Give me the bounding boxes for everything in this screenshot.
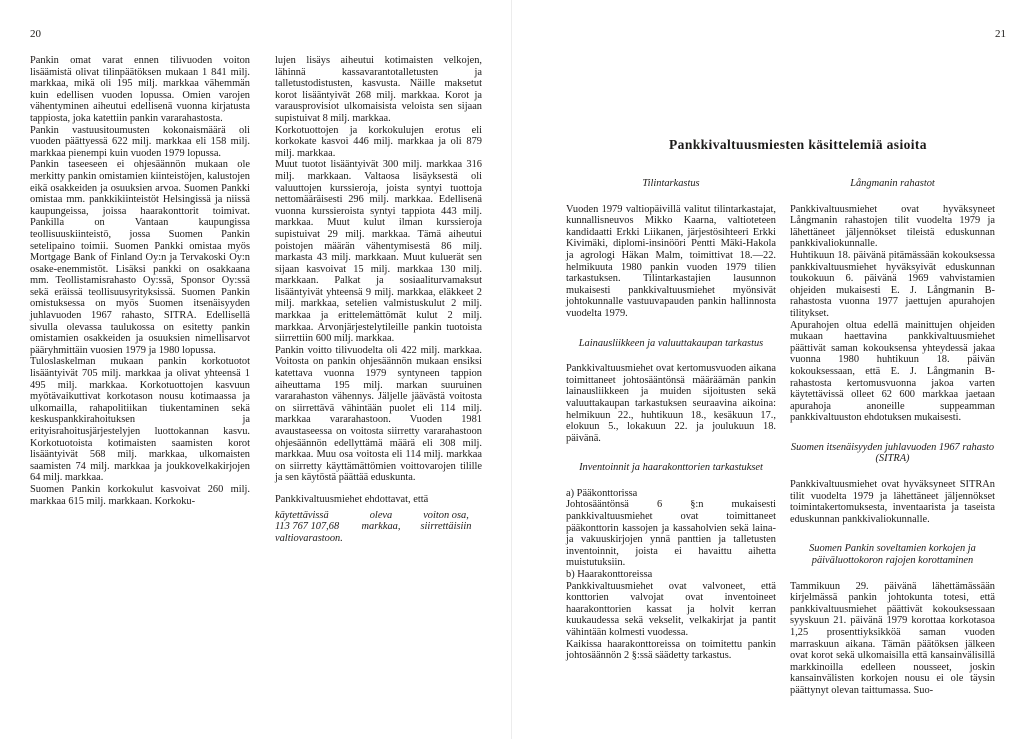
- paragraph: Vuoden 1979 valtiopäivillä valitut tilintarkastajat, kunnallisneuvos Mikko Kaarna, valtioteteen kandidaatti Erkki Liikanen, järjestösihteeri Erkki Kivimäki, diplomi-insinööri Pentti Mäki-Hakola ja agrologi Häkan Malm, toimittivat 18.—22. helmikuuta 1980 pankin vuoden 1979 tilien tarkastuksen. Tilintarkastajien lausunnon mukaisesti pankkivaltuusmiehet myönsivät johtokunnalle vastuuvapauden pankin hallinnosta vuodelta 1979.: [566, 203, 776, 319]
- proposal-cell: siirrettäisiin: [420, 521, 472, 533]
- paragraph: Pankin taseeseen ei ohjesäännön mukaan ole merkitty pankin omistamien kiinteistöjen, kalustojen eikä osakkeiden ja osuuksien arvoa. Suomen Pankki omistaa mm. pankkikiinteistöt Helsingissä ja niissä kaupungeissa, joissa haarakonttorit toimivat. Pankilla on Vantaan kaupungissa teollisuuskiinteistö, jossa Suomen Pankin setelipaino toimii. Suomen Pankki omistaa myös Mortgage Bank of Finland Oy:n ja Tervakoski Oy:n osake-enemmistöt. Lisäksi pankki on osakkaana mm. Teollistamisrahasto Oy:ssä, Sponsor Oy:ssä sekä eräissä teollisuusyrityksissä. Suomen Pankin omistuksessa on myös Suomen itsenäisyyden juhlavuoden 1967 rahasto, SITRA. Edellisellä sivulla olevassa taulukossa on esitetty pankin omistamien osakkeiden ja osuuksien nimellisarvot pääryhmittäin vuosien 1979 ja 1980 lopussa.: [30, 159, 250, 356]
- paragraph: Pankkivaltuusmiehet ovat valvoneet, että konttorien valvojat ovat inventoineet haarakonttorien kassat ja holvit kerran kuukaudessa sekä vekselit, velkakirjat ja pantit vähintään kolmesti vuodessa.: [566, 580, 776, 638]
- paragraph: Suomen Pankin korkokulut kasvoivat 260 milj. markkaa 615 milj. markkaan. Korkoku-: [30, 483, 250, 507]
- paragraph: Huhtikuun 18. päivänä pitämässään kokouksessa pankkivaltuusmiehet hyväksyivät eduskunnan toukokuun 6. päivänä 1969 vahvistamien ohjeiden mukaisesti E. J. Långmanin B-rahastosta vuonna 1977 jaettujen apurahojen tilitykset.: [790, 249, 995, 319]
- paragraph: Johtosääntönsä 6 §:n mukaisesti pankkivaltuusmiehet ovat toimittaneet pääkonttorin kassojen ja kassaholvien sekä laina- ja vakuuskirjojen ynnä panttien ja talletusten inventoinnit, joista ei havaittu aihetta muistutuksiin.: [566, 499, 776, 569]
- page-number-right: 21: [995, 28, 1006, 40]
- paragraph: b) Haarakonttoreissa: [566, 569, 653, 581]
- subheading: Tilintarkastus: [642, 178, 700, 189]
- paragraph: Pankin vastuusitoumusten kokonaismäärä oli vuoden päättyessä 622 milj. markkaa eli 158 milj. markkaa pienempi kuin vuoden 1979 lopussa.: [30, 124, 250, 159]
- paragraph: Pankkivaltuusmiehet ovat hyväksyneet Långmanin rahastojen tilit vuodelta 1979 ja lähettäneet jäljennökset tileistä eduskunnan pankkivaliokunnalle.: [790, 203, 995, 250]
- paragraph: Korkotuottojen ja korkokulujen erotus eli korkokate kasvoi 446 milj. markkaa ja oli 879 milj. markkaa.: [275, 124, 482, 159]
- paragraph: Tuloslaskelman mukaan pankin korkotuotot lisääntyivät 705 milj. markkaa ja olivat yhteensä 1 495 milj. markkaa. Korkotuottojen kasvuun myötävaikuttivat korkotason nousu kotimaassa ja ulkomailla, rahapolitiikan tiukentaminen sekä keskuspankkirahoituksen ja erityisrahoitusjärjestelyjen luottokannan kasvu. Korkotuotoista kotimaisten saamisten korot lisääntyivät 568 milj. markkaa, ulkomaisten saamisten 74 milj. markkaa ja joukkovelkakirjojen 64 milj. markkaa.: [30, 356, 250, 484]
- paragraph: Tammikuun 29. päivänä lähettämässään kirjelmässä pankin johtokunta totesi, että pankkivaltuusmiehet päättivät kokouksessaan syyskuun 21. päivänä 1979 korottaa korkotasoa 1,25 prosenttiyksikköä saman vuoden marraskuun aikana. Tämän päätöksen jälkeen ovat korot sekä ulkomaisilla että kansainvälisillä markkinoilla edelleen nousseet, joskin kansainvälisten korkojen nousu ei ole täysin päättynyt olevan taittumassa. Suo-: [790, 580, 995, 696]
- proposal-cell: [351, 533, 411, 545]
- subheading: Suomen Pankin soveltamien korkojen ja päiväluottokoron rajojen korottaminen: [809, 543, 976, 567]
- paragraph: a) Pääkonttorissa: [566, 487, 638, 499]
- paragraph: Kaikissa haarakonttoreissa on toimitettu pankin johtosäännön 2 §:ssä säädetty tarkastus.: [566, 638, 776, 662]
- left-column-1: [30, 55, 250, 507]
- right-column-2: [790, 178, 995, 697]
- proposal-cell: [411, 533, 481, 545]
- right-column-1: [566, 178, 776, 662]
- page-number-left: 20: [30, 28, 41, 40]
- subheading: Suomen itsenäisyyden juhlavuoden 1967 rahasto (SITRA): [790, 441, 995, 465]
- proposal-cell: 113 767 107,68: [275, 521, 340, 533]
- left-column-2: [275, 55, 482, 544]
- proposal-cell: markkaa,: [361, 521, 401, 533]
- paragraph: Pankkivaltuusmiehet ovat hyväksyneet SITRAn tilit vuodelta 1979 ja lähettäneet jäljennökset toimintakertomuksesta, inventaarista ja taseista eduskunnan pankkivaliokunnalle.: [790, 479, 995, 525]
- proposal-cell: oleva: [369, 509, 393, 521]
- paragraph: Muut tuotot lisääntyivät 300 milj. markkaa 316 milj. markkaan. Valtaosa lisäyksestä oli valuuttojen kurssieroja, joista syntyi tuottoja nettomääräisesti 296 milj. markkaa. Edellisenä vuonna kurssieroista syntyi tappiota 443 milj. markkaa. Muut kulut ilman kurssieroja supistuivat 29 milj. markkaa. Tämä aiheutui poistojen määrän vähentymisestä 86 milj. markasta 43 milj. markkaan. Muut kuluerät sen sijaan kasvoivat 15 milj. markkaa 130 milj. markkaan. Palkat ja sosiaaliturvamaksut lisääntyivät yhteensä 9 milj. markkaa, eläkkeet 2 milj. markkaa, setelien valmistuskulut 2 milj. markkaa ja erittelemättömät kulut 2 milj. markkaa. Arvonjärjestelytileille pankin tuotoista siirrettiin 600 milj. markkaa.: [275, 159, 482, 345]
- right-page: [511, 0, 1023, 739]
- paragraph: Apurahojen oltua edellä mainittujen ohjeiden mukaan haettavina pankkivaltuusmiehet päättivät saman kokouksensa yhteydessä jakaa vuonna 1980 huhtikuun 18. päivän kokouksessaan, että E. J. Långmanin B-rahastosta kertomusvuonna jakoa varten käytettävissä olleet 62 600 markkaa jaetaan apurahoja anoneille suppeamman pankkivaltuuston ehdotuksen mukaisesti.: [790, 319, 995, 424]
- paragraph: lujen lisäys aiheutui kotimaisten velkojen, lähinnä kassavarantotalletusten ja talletustodistusten, kasvusta. Näille maksetut korot lisääntyivät 268 milj. markkaa. Korot ja varausprovisiot ulkomaisista veloista sen sijaan supistuivat 8 milj. markkaa.: [275, 55, 482, 124]
- paragraph: Pankkivaltuusmiehet ovat kertomusvuoden aikana toimittaneet johtosääntönsä määräämän pankin lainausliikkeen ja muiden sijoitusten sekä valuuttakaupan tarkastuksen seuraavina aikoina: helmikuun 22., huhtikuun 18., kesäkuun 17., elokuun 5., lokakuun 22. ja joulukuun 18. päivänä.: [566, 363, 776, 444]
- subheading: Långmanin rahastot: [850, 178, 935, 189]
- paragraph: Pankkivaltuusmiehet ehdottavat, että: [275, 493, 429, 505]
- proposal-cell: valtiovarastoon.: [275, 532, 343, 544]
- proposal-cell: voiton osa,: [423, 509, 469, 521]
- subheading: Lainausliikkeen ja valuuttakaupan tarkastus: [578, 337, 764, 349]
- proposal-cell: käytettävissä: [275, 509, 329, 521]
- paragraph: Pankin omat varat ennen tilivuoden voiton lisäämistä olivat tilinpäätöksen mukaan 1 841 milj. markkaa, mikä oli 195 milj. markkaa vähemmän kuin edellisen vuoden lopussa. Omien varojen vähentyminen aiheutui edellisenä vuonna kirjatusta tappiosta, joka katettiin pankin vararahastosta.: [30, 55, 250, 124]
- paragraph: Pankin voitto tilivuodelta oli 422 milj. markkaa. Voitosta on pankin ohjesäännön mukaan ensiksi katettava vuonna 1979 syntyneen tappion aiheuttama 195 milj. markan suuruinen vararahaston vähennys. Jäljelle jäävästä voitosta on siirrettävä vähintään puolet eli 114 milj. markkaa vararahastoon. Vuoden 1981 avaustaseessa on voitosta siirretty vararahastoon ohjesäännön edellyttämä määrä eli 308 milj. markkaa. Muu osa voitosta eli 114 milj. markkaa on siirretty käyttämättömien voittovarojen tilille ja sen käytöstä päättää eduskunta.: [275, 344, 482, 484]
- left-page: [0, 0, 511, 739]
- section-title: Pankkivaltuusmiesten käsittelemiä asioita: [669, 137, 927, 152]
- subheading: Inventoinnit ja haarakonttorien tarkastukset: [579, 462, 763, 474]
- proposal-table: [275, 510, 482, 545]
